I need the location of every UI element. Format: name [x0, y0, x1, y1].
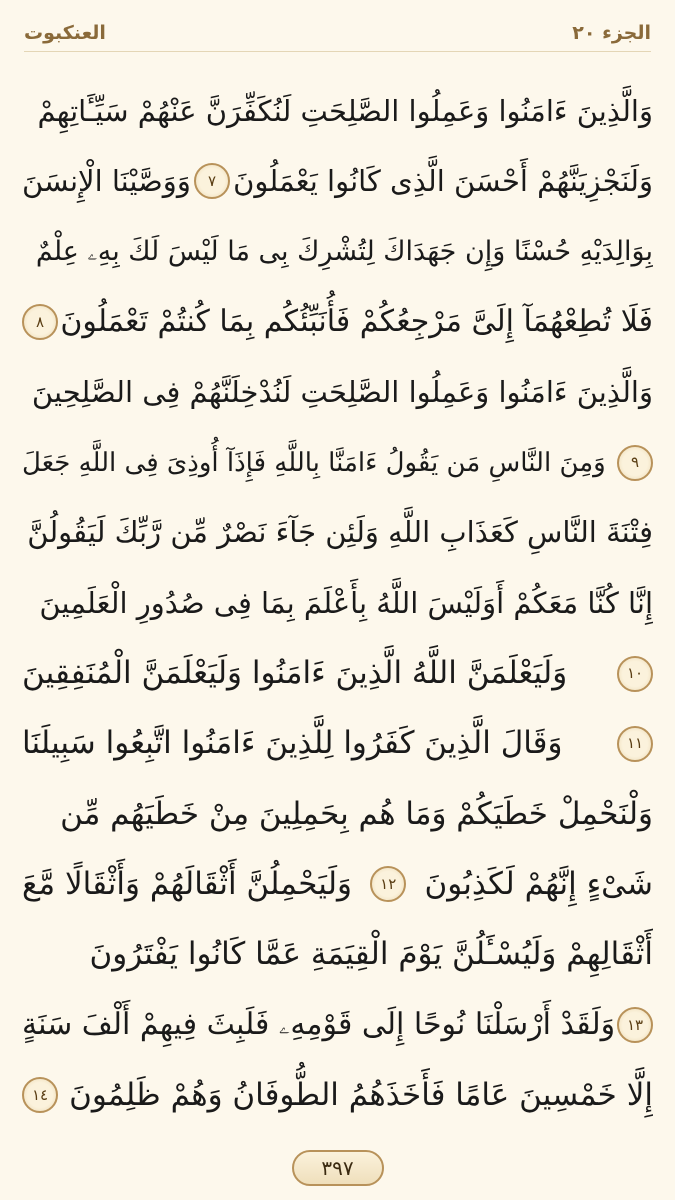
ayah-number-marker: ١١ [617, 726, 653, 762]
verse-line [22, 709, 653, 779]
verse-text: فَلَا تُطِعْهُمَآ إِلَىَّ مَرْجِعُكُمْ فَأُنَبِّئُكُم بِمَا كُنتُمْ تَعْمَلُونَ [60, 304, 653, 340]
verse-text: وَالَّذِينَ ءَامَنُوا وَعَمِلُوا الصَّلِحَتِ لَنُكَفِّرَنَّ عَنْهُمْ سَيِّـَٔاتِهِمْ [37, 93, 653, 128]
verse-text: وَلَنَجْزِيَنَّهُمْ أَحْسَنَ الَّذِى كَانُوا يَعْمَلُونَ [233, 163, 653, 198]
juz-label: الجزء ٢٠ [572, 22, 651, 44]
surah-name: العنكبوت [24, 22, 106, 44]
header-divider [24, 51, 651, 52]
verse-line [22, 849, 653, 919]
page-number: ٣٩٧ [321, 1156, 354, 1180]
verse-line [22, 568, 653, 638]
ayah-number-marker: ١٤ [22, 1077, 58, 1113]
ayah-number-marker: ٩ [617, 445, 653, 481]
verse-text: إِنَّا كُنَّا مَعَكُمْ أَوَلَيْسَ اللَّهُ بِأَعْلَمَ بِمَا فِى صُدُورِ الْعَلَمِينَ [39, 585, 653, 620]
verse-text: وَلَقَدْ أَرْسَلْنَا نُوحًا إِلَى قَوْمِهِۦ فَلَبِثَ فِيهِمْ أَلْفَ سَنَةٍ [22, 1007, 616, 1042]
ayah-number-marker: ١٢ [370, 866, 406, 902]
ayah-number-marker: ٧ [194, 163, 230, 199]
ayah-number-marker: ١٣ [617, 1007, 653, 1043]
verse-text: وَلْنَحْمِلْ خَطَيَكُمْ وَمَا هُم بِحَمِلِينَ مِنْ خَطَيَهُم مِّن [60, 795, 653, 832]
verse-text: شَىْءٍ إِنَّهُمْ لَكَذِبُونَ [424, 865, 653, 902]
verse-line [22, 779, 653, 849]
verse-text: إِلَّا خَمْسِينَ عَامًا فَأَخَذَهُمُ الطُّوفَانُ وَهُمْ ظَلِمُونَ [69, 1076, 653, 1113]
verse-text: أَثْقَالِهِمْ وَلَيُسْـَٔلُنَّ يَوْمَ الْقِيَمَةِ عَمَّا كَانُوا يَفْتَرُونَ [89, 936, 653, 973]
verse-text: وَلَيَحْمِلُنَّ أَثْقَالَهُمْ وَأَثْقَالًا مَّعَ [22, 865, 352, 902]
verse-line [22, 990, 653, 1060]
verse-line [22, 287, 653, 357]
verse-line [22, 920, 653, 990]
verse-text: وَمِنَ النَّاسِ مَن يَقُولُ ءَامَنَّا بِاللَّهِ فَإِذَآ أُوذِىَ فِى اللَّهِ جَعَلَ [22, 447, 606, 478]
verse-line [22, 76, 653, 146]
verse-line [22, 217, 653, 287]
verse-line [22, 146, 653, 216]
verse-text: وَقَالَ الَّذِينَ كَفَرُوا لِلَّذِينَ ءَامَنُوا اتَّبِعُوا سَبِيلَنَا [22, 725, 563, 762]
verse-text: بِوَالِدَيْهِ حُسْنًا وَإِن جَهَدَاكَ لِتُشْرِكَ بِى مَا لَيْسَ لَكَ بِهِۦ عِلْمٌ [35, 236, 653, 268]
verse-text: وَوَصَّيْنَا الْإِنسَنَ [22, 163, 191, 198]
verse-line [22, 427, 653, 497]
quran-page-text [22, 76, 653, 1131]
page-header [0, 0, 675, 66]
page-footer [0, 1150, 675, 1186]
verse-text: وَالَّذِينَ ءَامَنُوا وَعَمِلُوا الصَّلِحَتِ لَنُدْخِلَنَّهُمْ فِى الصَّلِحِينَ [31, 374, 653, 409]
verse-line [22, 498, 653, 568]
ayah-number-marker: ١٠ [617, 656, 653, 692]
verse-text: وَلَيَعْلَمَنَّ اللَّهُ الَّذِينَ ءَامَنُوا وَلَيَعْلَمَنَّ الْمُنَفِقِينَ [22, 655, 568, 692]
verse-line [22, 638, 653, 708]
page-number-badge [292, 1150, 384, 1186]
verse-text: فِتْنَةَ النَّاسِ كَعَذَابِ اللَّهِ وَلَئِن جَآءَ نَصْرٌ مِّن رَّبِّكَ لَيَقُولُنَّ [27, 515, 653, 550]
verse-line [22, 1060, 653, 1130]
ayah-number-marker: ٨ [22, 304, 58, 340]
verse-line [22, 357, 653, 427]
